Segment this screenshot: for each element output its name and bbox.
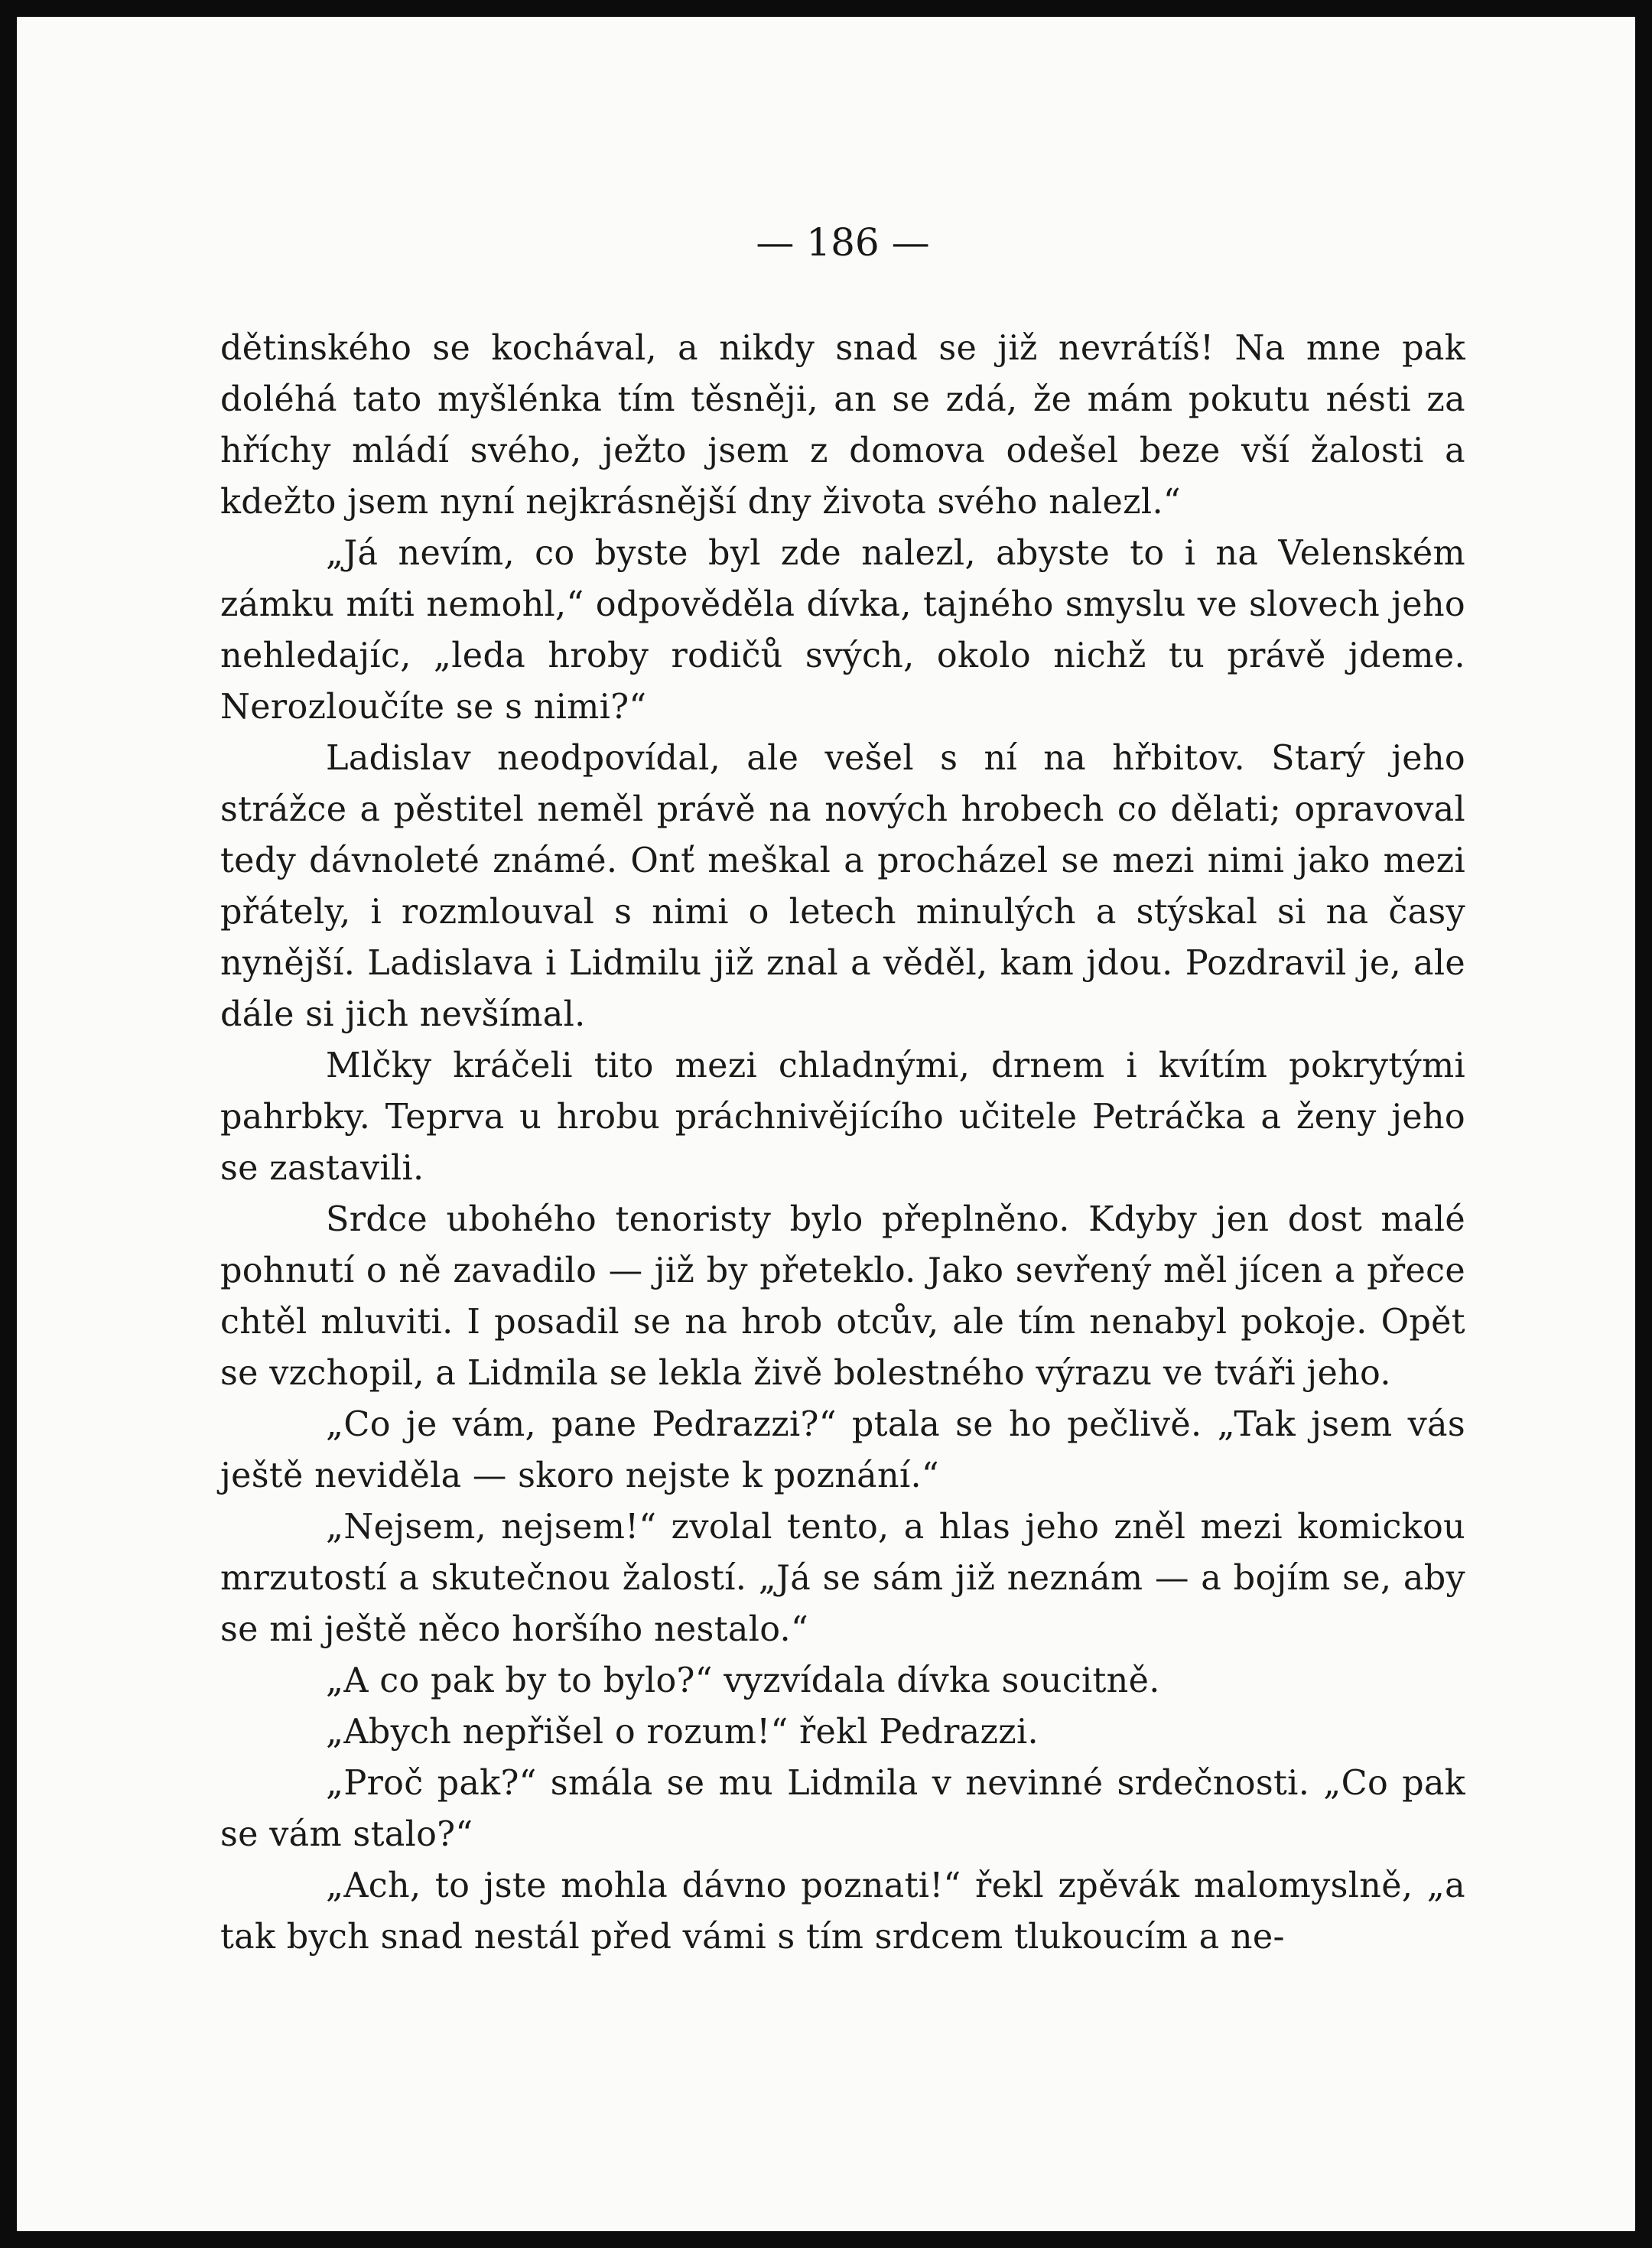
paragraph-2: „Já nevím, co byste byl zde nalezl, abyste to i na Velenském zámku míti nemohl,“ odpověděla dívka, tajného smyslu ve slovech jeho nehledajíc, „leda hroby rodičů svých, okolo nichž tu právě jdeme. Nerozloučíte se s nimi?“ xyxy=(220,534,1465,727)
paragraph-5: Srdce ubohého tenoristy bylo přeplněno. Kdyby jen dost malé pohnutí o ně zavadilo — již by přeteklo. Jako sevřený měl jícen a přece chtěl mluviti. I posadil se na hrob otcův, ale tím nenabyl pokoje. Opět se vzchopil, a Lidmila se lekla živě bolestného výrazu ve tváři jeho. xyxy=(220,1200,1465,1393)
paragraph-6: „Co je vám, pane Pedrazzi?“ ptala se ho pečlivě. „Tak jsem vás ještě neviděla — skoro nejste k poznání.“ xyxy=(220,1405,1465,1495)
paragraph-4: Mlčky kráčeli tito mezi chladnými, drnem i kvítím pokrytými pahrbky. Teprva u hrobu práchnivějícího učitele Petráčka a ženy jeho se zastavili. xyxy=(220,1046,1465,1188)
paragraph-1: dětinského se kochával, a nikdy snad se již nevrátíš! Na mne pak doléhá tato myšlénka tím těsněji, an se zdá, že mám pokutu nésti za hříchy mládí svého, ježto jsem z domova odešel beze vší žalosti a kdežto jsem nyní nejkrásnější dny života svého nalezl.“ xyxy=(220,329,1465,522)
paragraph-9: „Abych nepřišel o rozum!“ řekl Pedrazzi. xyxy=(326,1713,1039,1752)
page-number: — 186 — xyxy=(756,220,930,265)
paragraph-7: „Nejsem, nejsem!“ zvolal tento, a hlas jeho zněl mezi komickou mrzutostí a skutečnou žalostí. „Já se sám již neznám — a bojím se, aby se mi ještě něco horšího nestalo.“ xyxy=(220,1508,1465,1649)
paragraph-3: Ladislav neodpovídal, ale vešel s ní na hřbitov. Starý jeho strážce a pěstitel neměl právě na nových hrobech co dělati; opravoval tedy dávnoleté známé. Onť meškal a procházel se mezi nimi jako mezi přátely, i rozmlouval s nimi o letech minulých a stýskal si na časy nynější. Ladislava i Lidmilu již znal a věděl, kam jdou. Pozdravil je, ale dále si jich nevšímal. xyxy=(220,739,1465,1034)
paragraph-8: „A co pak by to bylo?“ vyzvídala dívka soucitně. xyxy=(326,1661,1160,1700)
paragraph-11: „Ach, to jste mohla dávno poznati!“ řekl zpěvák malomyslně, „a tak bych snad nestál před vámi s tím srdcem tlukoucím a ne- xyxy=(220,1866,1465,1957)
paragraph-10: „Proč pak?“ smála se mu Lidmila v nevinné srdečnosti. „Co pak se vám stalo?“ xyxy=(220,1764,1465,1854)
body-text xyxy=(220,323,1465,1963)
